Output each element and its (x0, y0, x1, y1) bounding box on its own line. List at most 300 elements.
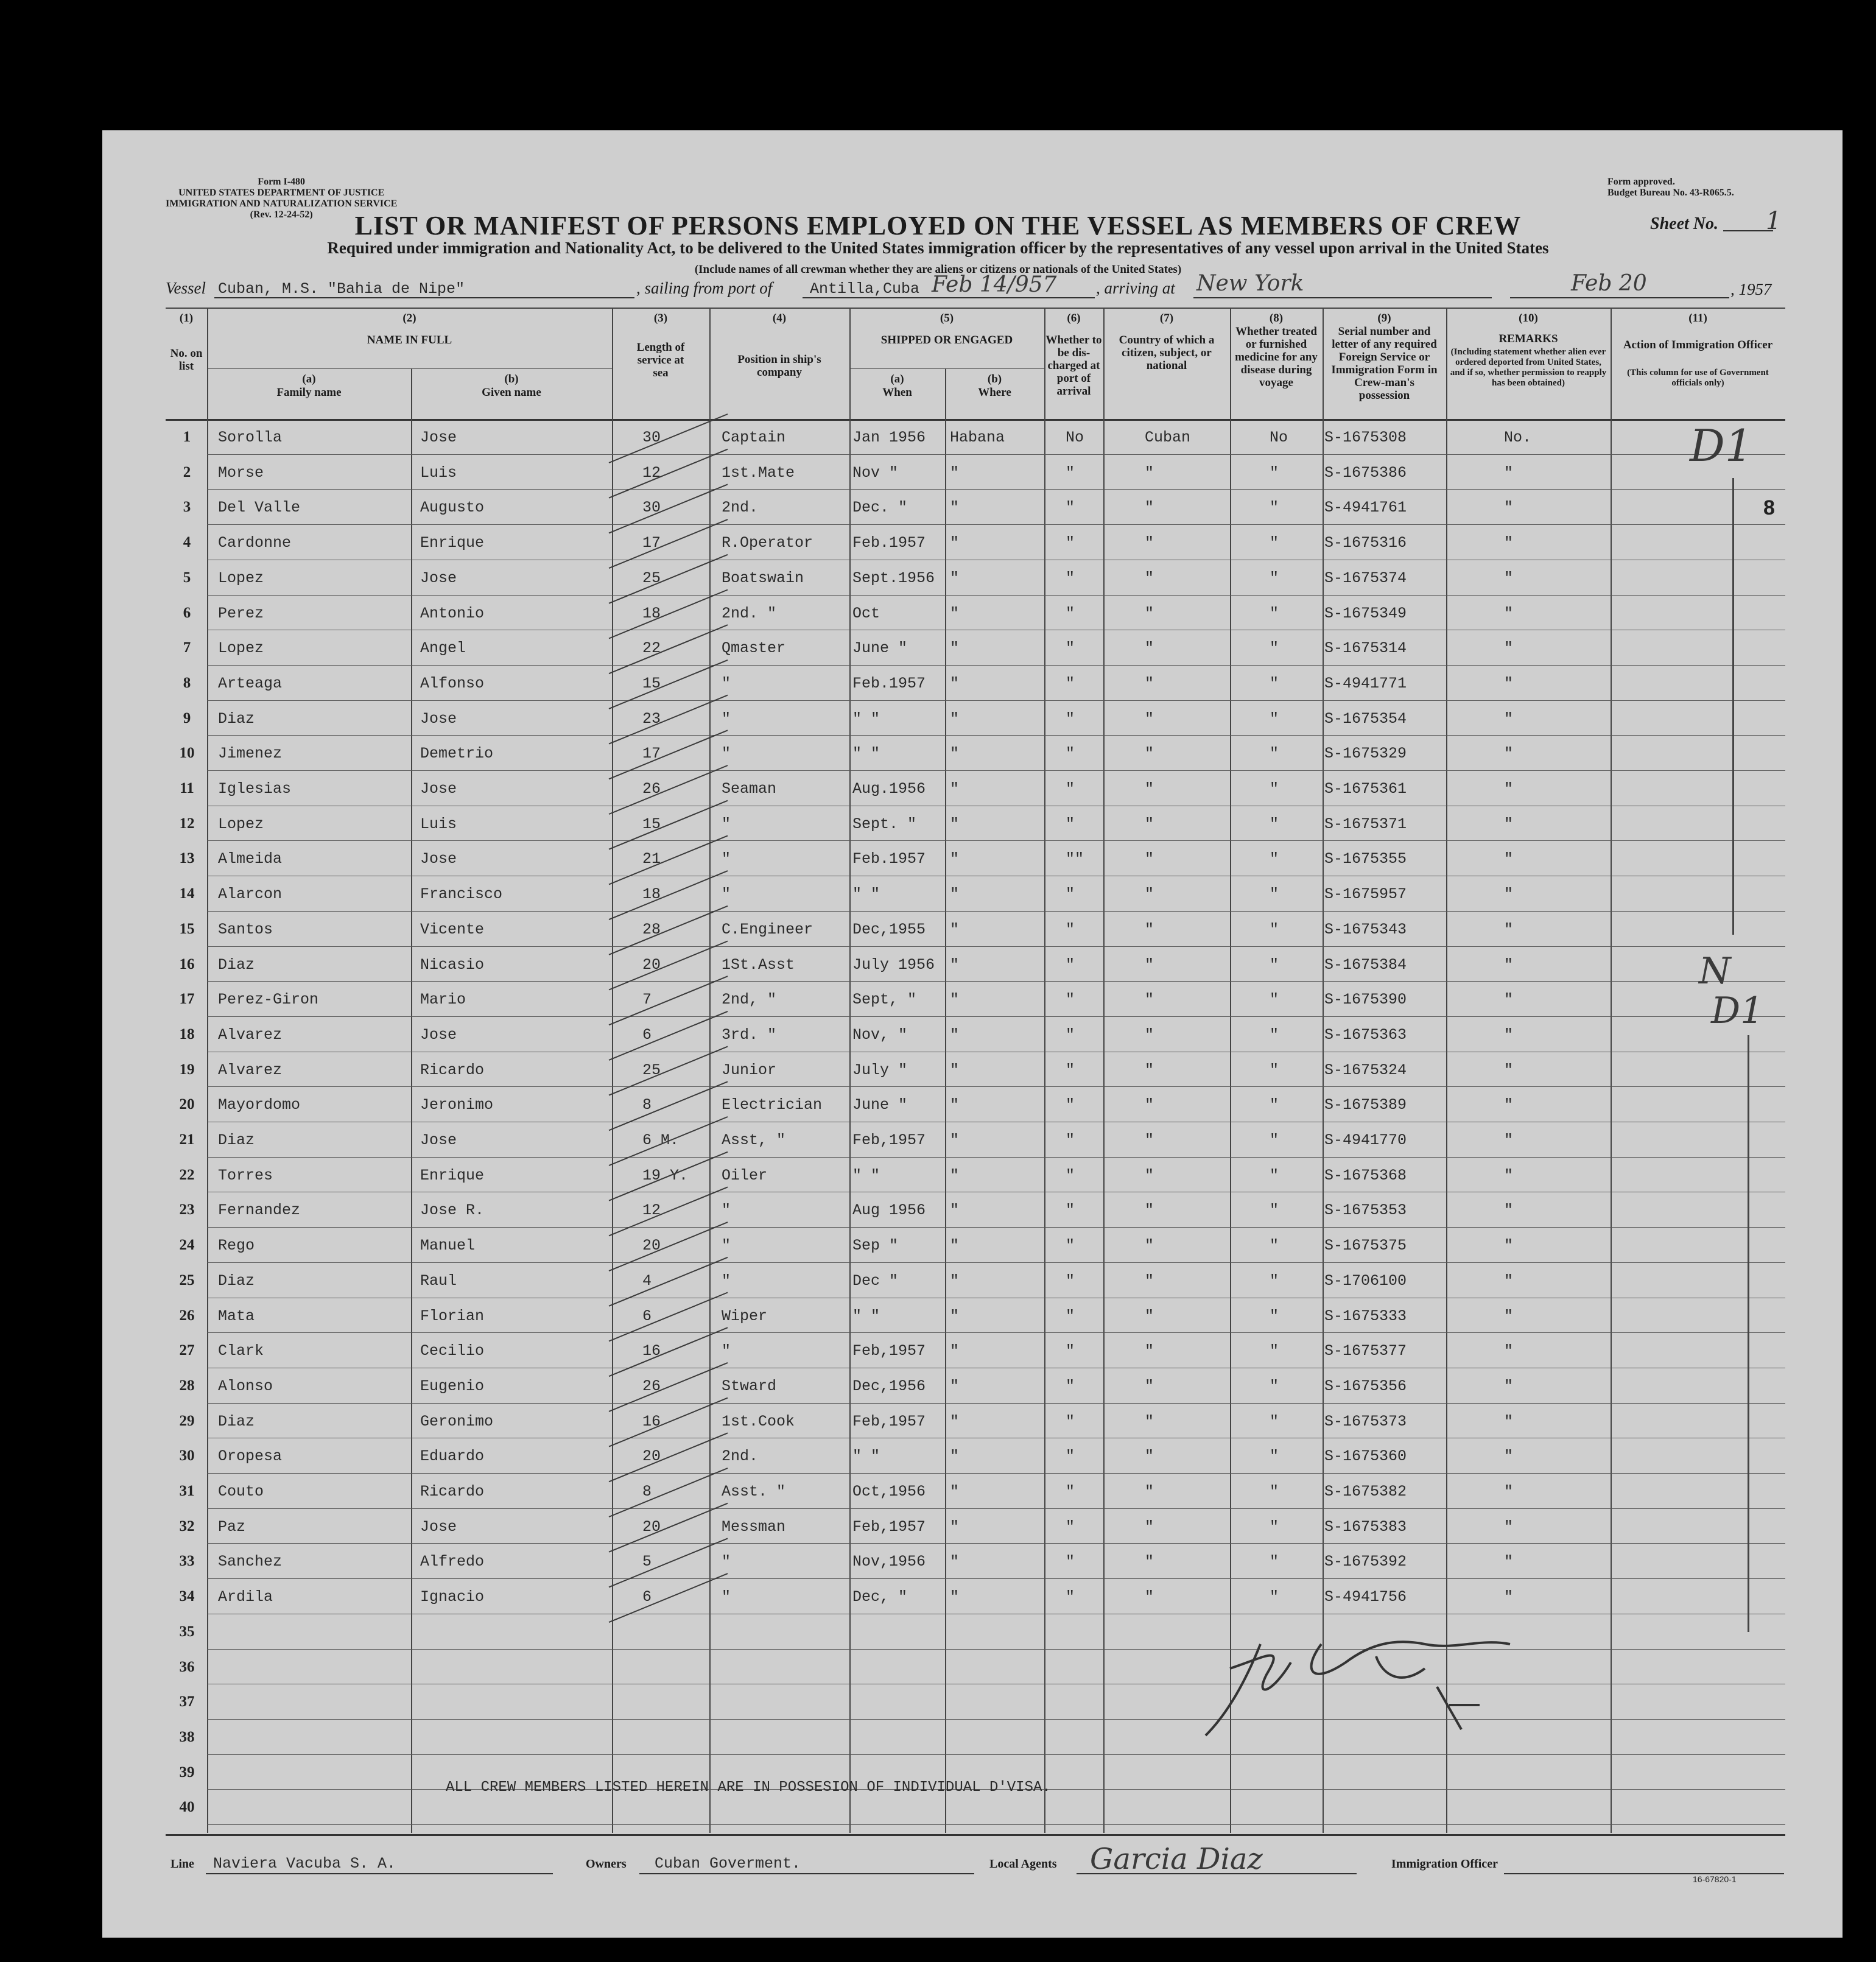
remarks: " (1504, 709, 1514, 728)
row-number: 34 (179, 1588, 195, 1605)
family-name: Fernandez (218, 1201, 301, 1220)
service-length: 20 (642, 1237, 661, 1255)
family-name: Perez (218, 604, 264, 622)
position: Seaman (722, 780, 777, 798)
serial-number: S-1675355 (1324, 850, 1407, 868)
country: " (1145, 1237, 1154, 1255)
engaged-where: " (950, 1483, 960, 1500)
family-name: Iglesias (218, 780, 292, 798)
service-length: 8 (642, 1483, 652, 1500)
treated: " (1270, 1307, 1279, 1325)
country: " (1145, 1307, 1154, 1325)
serial-number: S-1675363 (1324, 1025, 1407, 1044)
row-number: 22 (179, 1166, 195, 1183)
position: Oiler (722, 1166, 768, 1184)
service-length: 25 (642, 1061, 661, 1079)
treated: " (1270, 1131, 1279, 1149)
position: " (722, 745, 731, 763)
col5-header: SHIPPED OR ENGAGED (880, 334, 1013, 346)
row-number: 12 (179, 815, 195, 832)
row-number: 38 (179, 1728, 195, 1745)
row-number: 24 (179, 1237, 195, 1254)
treated: " (1270, 674, 1279, 692)
service-slash (609, 519, 728, 568)
service-slash (609, 1187, 728, 1236)
country: " (1145, 499, 1154, 517)
service-length: 15 (642, 815, 661, 833)
given-name: Jose (420, 709, 457, 728)
row-number: 3 (183, 499, 191, 516)
col4-header: Position in ship's company (737, 353, 821, 379)
service-slash (609, 1327, 728, 1376)
discharged: " (1066, 1061, 1075, 1079)
service-length: 25 (642, 569, 661, 587)
engaged-when: Feb.1957 (852, 850, 926, 868)
service-slash (609, 1468, 728, 1517)
approval-line: Form approved. (1607, 177, 1675, 187)
owners-value: Cuban Goverment. (655, 1855, 801, 1872)
position: 1st.Cook (722, 1412, 795, 1430)
service-slash (609, 1152, 728, 1201)
col10-number: (10) (1519, 312, 1538, 325)
given-name: Luis (420, 463, 457, 482)
discharged: " (1066, 1483, 1075, 1500)
sailing-port: Antilla,Cuba (810, 280, 920, 298)
col3-number: (3) (653, 312, 668, 325)
given-name: Jeronimo (420, 1096, 494, 1114)
remarks: " (1504, 604, 1514, 622)
arriving-label: , arriving at (1096, 279, 1175, 297)
remarks: " (1504, 499, 1514, 517)
treated: " (1270, 920, 1279, 938)
position: 2nd, " (722, 991, 777, 1009)
given-name: Jose (420, 1025, 457, 1044)
treated: " (1270, 639, 1279, 658)
engaged-when: Feb.1957 (852, 674, 926, 692)
country: " (1145, 1483, 1154, 1500)
given-name: Jose (420, 1517, 457, 1536)
row-number: 36 (179, 1658, 195, 1675)
discharged: " (1066, 463, 1075, 482)
service-length: 30 (642, 429, 661, 446)
engaged-where: " (950, 1131, 960, 1149)
service-slash (609, 1363, 728, 1412)
col5-number: (5) (940, 312, 954, 325)
engaged-where: " (950, 1553, 960, 1571)
position: Junior (722, 1061, 777, 1079)
family-name: Oropesa (218, 1447, 283, 1466)
service-slash (609, 1433, 728, 1482)
given-name: Jose (420, 429, 457, 446)
family-name: Sanchez (218, 1553, 283, 1571)
engaged-when: " " (852, 1447, 880, 1466)
service-length: 20 (642, 1447, 661, 1466)
discharged: No (1066, 429, 1084, 446)
engaged-when: Feb.1957 (852, 534, 926, 552)
sheet-number: 1 (1766, 207, 1782, 235)
engaged-where: " (950, 499, 960, 517)
remarks: " (1504, 1201, 1514, 1220)
line-label: Line (170, 1857, 194, 1871)
sheet-label: Sheet No. (1650, 214, 1718, 233)
service-slash (609, 1293, 728, 1341)
col2b-number: (b) (504, 373, 519, 385)
service-slash (609, 765, 728, 814)
engaged-when: Sep " (852, 1237, 899, 1255)
serial-number: S-1675368 (1324, 1166, 1407, 1184)
given-name: Luis (420, 815, 457, 833)
discharged: " (1066, 604, 1075, 622)
service-slash (609, 1398, 728, 1447)
family-name: Rego (218, 1237, 255, 1255)
family-name: Jimenez (218, 745, 283, 763)
engaged-when: " " (852, 745, 880, 763)
position: " (722, 709, 731, 728)
given-name: Alfonso (420, 674, 485, 692)
col1-number: (1) (179, 312, 194, 325)
col2-header: NAME IN FULL (367, 334, 452, 346)
engaged-where: " (950, 780, 960, 798)
budget-bureau-line: Budget Bureau No. 43-R065.5. (1607, 188, 1734, 198)
discharged: " (1066, 1096, 1075, 1114)
position: " (722, 850, 731, 868)
service-slash (609, 1081, 728, 1130)
position: " (722, 1201, 731, 1220)
col8-number: (8) (1269, 312, 1284, 325)
engaged-where: " (950, 569, 960, 587)
treated: " (1270, 885, 1279, 904)
engaged-when: Dec " (852, 1271, 899, 1290)
discharged: " (1066, 569, 1075, 587)
service-length: 17 (642, 745, 661, 763)
remarks: " (1504, 1166, 1514, 1184)
officer-mark-d1: D1 (1711, 990, 1764, 1032)
include-note: (Include names of all crewman whether they are aliens or citizens or nationals of the United States) (694, 263, 1182, 276)
arrival-year: , 1957 (1730, 280, 1772, 298)
treated: " (1270, 709, 1279, 728)
position: Boatswain (722, 569, 804, 587)
service-slash (609, 801, 728, 849)
engaged-when: July 1956 (852, 955, 935, 974)
family-name: Paz (218, 1517, 246, 1536)
remarks: " (1504, 1447, 1514, 1466)
service-length: 20 (642, 955, 661, 974)
service-slash (609, 1573, 728, 1622)
discharged: " (1066, 639, 1075, 658)
service-slash (609, 906, 728, 955)
family-name: Del Valle (218, 499, 301, 517)
master-signature (1193, 1620, 1559, 1754)
given-name: Mario (420, 991, 466, 1009)
col6-header: Whether to be dis-charged at port of arrival (1045, 334, 1102, 398)
treated: " (1270, 1166, 1279, 1184)
family-name: Alvarez (218, 1061, 283, 1079)
serial-number: S-4941770 (1324, 1131, 1407, 1149)
given-name: Ignacio (420, 1588, 485, 1606)
row-number: 37 (179, 1693, 195, 1711)
remarks: " (1504, 885, 1514, 904)
col5b-header: Where (978, 386, 1011, 399)
remarks: " (1504, 1237, 1514, 1255)
engaged-where: " (950, 1377, 960, 1395)
col9-number: (9) (1377, 312, 1391, 325)
discharged: " (1066, 1166, 1075, 1184)
serial-number: S-1675377 (1324, 1342, 1407, 1360)
engaged-when: July " (852, 1061, 908, 1079)
engaged-when: Dec, " (852, 1588, 908, 1606)
service-length: 6 (642, 1588, 652, 1606)
family-name: Arteaga (218, 674, 283, 692)
family-name: Clark (218, 1342, 264, 1360)
col2b-header: Given name (482, 386, 541, 399)
service-slash (609, 730, 728, 779)
line-value: Naviera Vacuba S. A. (213, 1855, 396, 1872)
discharged: " (1066, 815, 1075, 833)
row-number: 1 (183, 429, 191, 445)
discharged: " (1066, 709, 1075, 728)
engaged-where: " (950, 745, 960, 763)
visa-note: ALL CREW MEMBERS LISTED HEREIN ARE IN POSSESION OF INDIVIDUAL D'VISA. (446, 1779, 1051, 1796)
family-name: Santos (218, 920, 273, 938)
discharged: " (1066, 1553, 1075, 1571)
family-name: Diaz (218, 1412, 255, 1430)
engaged-when: Feb,1957 (852, 1412, 926, 1430)
service-length: 8 (642, 1096, 652, 1114)
row-number: 18 (179, 1025, 195, 1043)
given-name: Eugenio (420, 1377, 485, 1395)
sailing-date: Feb 14/957 (932, 272, 1057, 297)
position: Stward (722, 1377, 777, 1395)
col4-number: (4) (772, 312, 787, 325)
engaged-when: Aug.1956 (852, 780, 926, 798)
serial-number: S-1675360 (1324, 1447, 1407, 1466)
row-number: 33 (179, 1553, 195, 1570)
service-length: 6 (642, 1025, 652, 1044)
remarks: " (1504, 1588, 1514, 1606)
treated: " (1270, 463, 1279, 482)
country: " (1145, 885, 1154, 904)
country: " (1145, 1377, 1154, 1395)
treated: " (1270, 1061, 1279, 1079)
country: " (1145, 534, 1154, 552)
row-number: 13 (179, 850, 195, 867)
country: " (1145, 1025, 1154, 1044)
service-length: 4 (642, 1271, 652, 1290)
given-name: Demetrio (420, 745, 494, 763)
engaged-when: Nov " (852, 463, 899, 482)
discharged: "" (1066, 850, 1084, 868)
row-number: 29 (179, 1412, 195, 1429)
country: " (1145, 1271, 1154, 1290)
treated: " (1270, 1377, 1279, 1395)
engaged-where: " (950, 639, 960, 658)
remarks: No. (1504, 429, 1532, 446)
family-name: Couto (218, 1483, 264, 1500)
serial-number: S-1675374 (1324, 569, 1407, 587)
service-slash (609, 1117, 728, 1166)
discharged: " (1066, 1588, 1075, 1606)
family-name: Alarcon (218, 885, 283, 904)
given-name: Jose R. (420, 1201, 485, 1220)
row-number: 4 (183, 534, 191, 551)
serial-number: S-1675333 (1324, 1307, 1407, 1325)
remarks: " (1504, 955, 1514, 974)
discharged: " (1066, 1517, 1075, 1536)
family-name: Morse (218, 463, 264, 482)
given-name: Angel (420, 639, 466, 658)
service-length: 26 (642, 780, 661, 798)
row-number: 25 (179, 1271, 195, 1289)
given-name: Francisco (420, 885, 503, 904)
serial-number: S-1675371 (1324, 815, 1407, 833)
family-name: Torres (218, 1166, 273, 1184)
treated: " (1270, 534, 1279, 552)
row-number: 16 (179, 955, 195, 972)
engaged-where: " (950, 604, 960, 622)
serial-number: S-1675353 (1324, 1201, 1407, 1220)
discharged: " (1066, 920, 1075, 938)
remarks: " (1504, 639, 1514, 658)
col10-header: REMARKS (1498, 332, 1558, 345)
engaged-when: Feb,1957 (852, 1342, 926, 1360)
treated: " (1270, 1271, 1279, 1290)
engaged-where: " (950, 463, 960, 482)
serial-number: S-1675343 (1324, 920, 1407, 938)
col7-number: (7) (1159, 312, 1174, 325)
col3-header: Length of service at sea (636, 341, 685, 379)
service-slash (609, 414, 728, 463)
country: " (1145, 569, 1154, 587)
treated: " (1270, 991, 1279, 1009)
position: 2nd. " (722, 604, 777, 622)
country: " (1145, 1061, 1154, 1079)
col9-header: Serial number and letter of any required Foreign Service or Immigration Form in Crew-man's possession (1331, 325, 1438, 402)
col11-number: (11) (1688, 312, 1707, 325)
engaged-when: Sept. " (852, 815, 917, 833)
treated: " (1270, 815, 1279, 833)
family-name: Mata (218, 1307, 255, 1325)
row-number: 23 (179, 1201, 195, 1218)
treated: " (1270, 1096, 1279, 1114)
discharged: " (1066, 745, 1075, 763)
engaged-when: Nov,1956 (852, 1553, 926, 1571)
engaged-when: Dec,1955 (852, 920, 926, 938)
remarks: " (1504, 534, 1514, 552)
given-name: Cecilio (420, 1342, 485, 1360)
row-number: 35 (179, 1623, 195, 1640)
position: " (722, 885, 731, 904)
treated: " (1270, 1237, 1279, 1255)
given-name: Nicasio (420, 955, 485, 974)
remarks: " (1504, 1517, 1514, 1536)
position: Asst. " (722, 1483, 786, 1500)
remarks: " (1504, 1377, 1514, 1395)
country: " (1145, 709, 1154, 728)
local-agents-label: Local Agents (989, 1857, 1057, 1871)
service-length: 6 (642, 1307, 652, 1325)
engaged-when: Feb,1957 (852, 1131, 926, 1149)
row-number: 6 (183, 604, 191, 621)
engaged-where: " (950, 850, 960, 868)
given-name: Eduardo (420, 1447, 485, 1466)
family-name: Perez-Giron (218, 991, 319, 1009)
treated: " (1270, 569, 1279, 587)
service-length: 18 (642, 885, 661, 904)
country: " (1145, 1517, 1154, 1536)
officer-mark-top: D1 (1690, 420, 1753, 471)
col8-header: Whether treated or furnished medicine for any disease during voyage (1235, 325, 1318, 389)
treated: " (1270, 1588, 1279, 1606)
line-underline (206, 1873, 553, 1874)
engaged-where: " (950, 1412, 960, 1430)
serial-number: S-1675384 (1324, 955, 1407, 974)
serial-number: S-1675383 (1324, 1517, 1407, 1536)
position: 2nd. (722, 1447, 759, 1466)
discharged: " (1066, 1307, 1075, 1325)
position: R.Operator (722, 534, 813, 552)
remarks: " (1504, 1271, 1514, 1290)
position: Messman (722, 1517, 786, 1536)
discharged: " (1066, 1201, 1075, 1220)
discharged: " (1066, 780, 1075, 798)
col2-number: (2) (402, 312, 416, 325)
service-slash (609, 976, 728, 1025)
row-number: 28 (179, 1377, 195, 1394)
given-name: Manuel (420, 1237, 476, 1255)
serial-number: S-1706100 (1324, 1271, 1407, 1290)
discharged: " (1066, 674, 1075, 692)
service-length: 28 (642, 920, 661, 938)
remarks: " (1504, 850, 1514, 868)
serial-number: S-4941761 (1324, 499, 1407, 517)
engaged-when: Feb,1957 (852, 1517, 926, 1536)
country: " (1145, 991, 1154, 1009)
treated: " (1270, 1517, 1279, 1536)
row-number: 31 (179, 1483, 195, 1499)
row-number: 17 (179, 991, 195, 1008)
country: " (1145, 780, 1154, 798)
position: 1St.Asst (722, 955, 795, 974)
service-length: 30 (642, 499, 661, 517)
treated: " (1270, 1342, 1279, 1360)
treated: " (1270, 1447, 1279, 1466)
treated: " (1270, 499, 1279, 517)
owners-label: Owners (586, 1857, 627, 1871)
discharged: " (1066, 499, 1075, 517)
engaged-where: " (950, 885, 960, 904)
family-name: Alvarez (218, 1025, 283, 1044)
serial-number: S-1675386 (1324, 463, 1407, 482)
row-number: 27 (179, 1342, 195, 1359)
col2a-number: (a) (302, 373, 316, 385)
row-number: 40 (179, 1799, 195, 1816)
subtitle: Required under immigration and Nationality Act, to be delivered to the United States immigration officer by the representatives of any vessel upon arrival in the United States (327, 239, 1549, 257)
row-number: 10 (179, 745, 195, 762)
discharged: " (1066, 1271, 1075, 1290)
engaged-where: Habana (950, 429, 1005, 446)
engaged-where: " (950, 1201, 960, 1220)
position: " (722, 674, 731, 692)
discharged: " (1066, 1131, 1075, 1149)
family-name: Sorolla (218, 429, 283, 446)
family-name: Alonso (218, 1377, 273, 1395)
country: " (1145, 1447, 1154, 1466)
position: " (722, 1588, 731, 1606)
family-name: Diaz (218, 1271, 255, 1290)
remarks: " (1504, 674, 1514, 692)
serial-number: S-1675373 (1324, 1412, 1407, 1430)
country: " (1145, 955, 1154, 974)
